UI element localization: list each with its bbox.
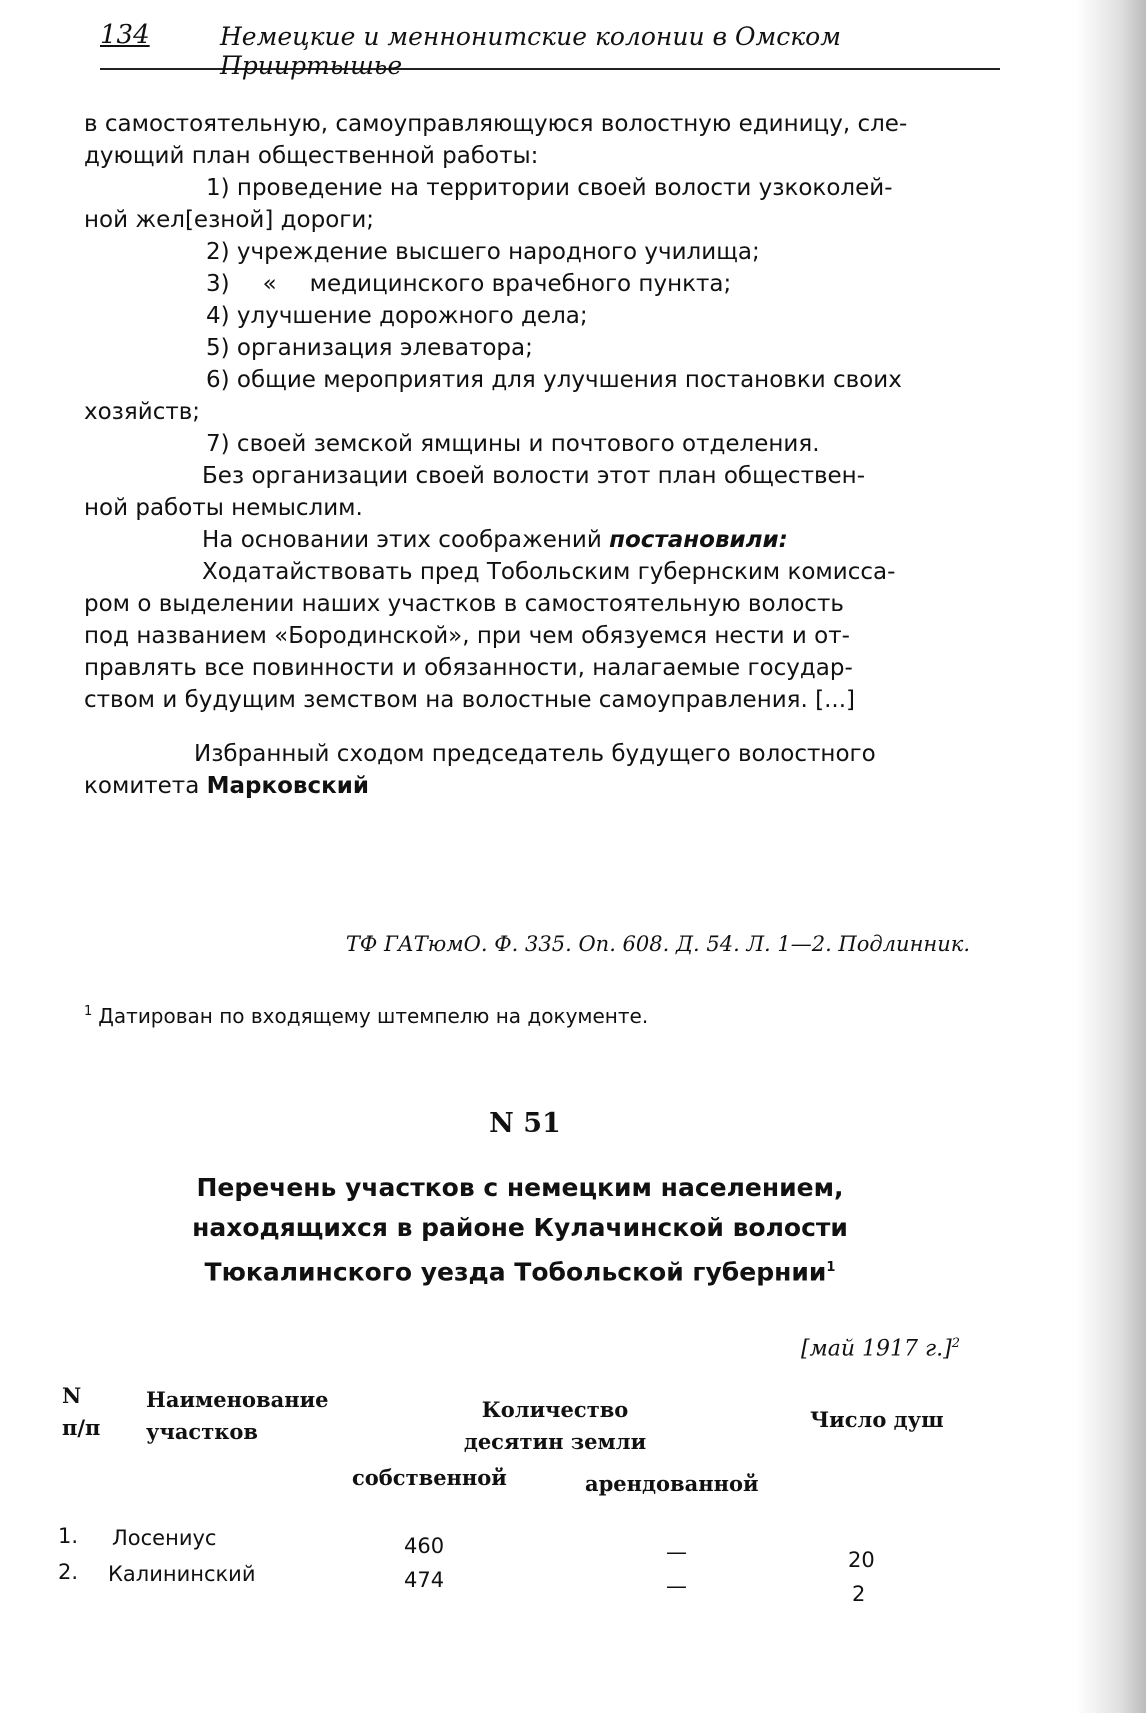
cell-num: 1.	[58, 1524, 79, 1548]
header-name-line1: Наименование	[146, 1387, 329, 1412]
header-num	[62, 1380, 100, 1444]
body-line: Без организации своей волости этот план обществен-	[202, 463, 866, 489]
cell-num: 2.	[58, 1560, 79, 1584]
body-line: дующий план общественной работы:	[84, 143, 539, 169]
cell-name: Лосениус	[112, 1526, 217, 1550]
body-line: ством и будущим земством на волостные самоуправления. [...]	[84, 687, 856, 713]
header-quantity-line2: десятин земли	[463, 1429, 647, 1454]
list-item-2: 2) учреждение высшего народного училища;	[206, 239, 760, 265]
header-name-line2: участков	[146, 1419, 258, 1444]
footnote	[84, 1004, 648, 1028]
title-footnote-mark: 1	[826, 1260, 836, 1275]
running-title: Немецкие и меннонитские колонии в Омском Прииртышье	[220, 22, 841, 80]
header-name	[146, 1384, 329, 1448]
document-date	[700, 1336, 960, 1361]
header-num-line2: п/п	[62, 1415, 101, 1440]
document-title	[120, 1168, 920, 1292]
cell-rented: —	[666, 1574, 687, 1598]
title-line: Перечень участков с немецким населением,	[196, 1173, 844, 1202]
body-line: ной жел[езной] дороги;	[84, 207, 375, 233]
list-item-4: 4) улучшение дорожного дела;	[206, 303, 588, 329]
body-line: Ходатайствовать пред Тобольским губернским комисса-	[202, 559, 896, 585]
title-line	[120, 1248, 920, 1292]
body-line: правлять все повинности и обязанности, налагаемые государ-	[84, 655, 853, 681]
header-quantity	[430, 1394, 680, 1458]
body-line: в самостоятельную, самоуправляющуюся волостную единицу, сле-	[84, 111, 908, 137]
header-rented: арендованной	[585, 1471, 759, 1496]
signature-role: комитета	[84, 773, 200, 799]
document-number: N 51	[489, 1108, 561, 1139]
body-line: под названием «Бородинской», при чем обязуемся нести и от-	[84, 623, 850, 649]
page-number: 134	[100, 20, 150, 50]
title-line: находящихся в районе Кулачинской волости	[192, 1213, 848, 1242]
date-text: [май 1917 г.]	[800, 1336, 952, 1362]
list-item-3	[84, 268, 996, 300]
body-line: хозяйств;	[84, 399, 201, 425]
resolution-text: На основании этих соображений	[202, 527, 602, 553]
header-quantity-line1: Количество	[481, 1397, 629, 1422]
list-item-6: 6) общие мероприятия для улучшения постановки своих	[206, 367, 902, 393]
cell-own: 474	[404, 1568, 445, 1592]
scan-edge-shadow	[1076, 0, 1146, 1713]
signature-name: Марковский	[206, 773, 369, 799]
list-number: 3)	[206, 271, 230, 297]
list-item-7: 7) своей земской ямщины и почтового отделения.	[206, 431, 820, 457]
resolution-keyword: постановили:	[609, 527, 788, 553]
body-line: ной работы немыслим.	[84, 495, 363, 521]
date-footnote-mark: 2	[951, 1336, 960, 1351]
cell-souls: 2	[852, 1582, 866, 1606]
body-line: ром о выделении наших участков в самостоятельную волость	[84, 591, 844, 617]
footnote-mark: 1	[84, 1004, 93, 1020]
running-header	[100, 18, 1000, 80]
header-souls: Число душ	[810, 1407, 944, 1432]
ditto-mark: «	[262, 271, 277, 297]
cell-souls: 20	[848, 1548, 875, 1572]
title-text: Тюкалинского уезда Тобольской губернии	[204, 1257, 827, 1287]
archival-source: ТФ ГАТюмО. Ф. 335. Оп. 608. Д. 54. Л. 1—2. Подлинник.	[345, 932, 970, 956]
document-body	[84, 108, 996, 802]
header-own: собственной	[352, 1465, 507, 1490]
footnote-text: Датирован по входящему штемпелю на документе.	[98, 1004, 649, 1028]
cell-rented: —	[666, 1540, 687, 1564]
cell-own: 460	[404, 1534, 445, 1558]
list-item-1: 1) проведение на территории своей волости узкоколей-	[206, 175, 893, 201]
cell-name: Калининский	[108, 1562, 256, 1586]
list-text: медицинского врачебного пункта;	[309, 271, 732, 297]
signature-line	[84, 770, 996, 802]
header-num-line1: N	[62, 1383, 82, 1408]
signature-line: Избранный сходом председатель будущего волостного	[194, 741, 876, 767]
list-item-5: 5) организация элеватора;	[206, 335, 533, 361]
resolution-line	[84, 524, 996, 556]
